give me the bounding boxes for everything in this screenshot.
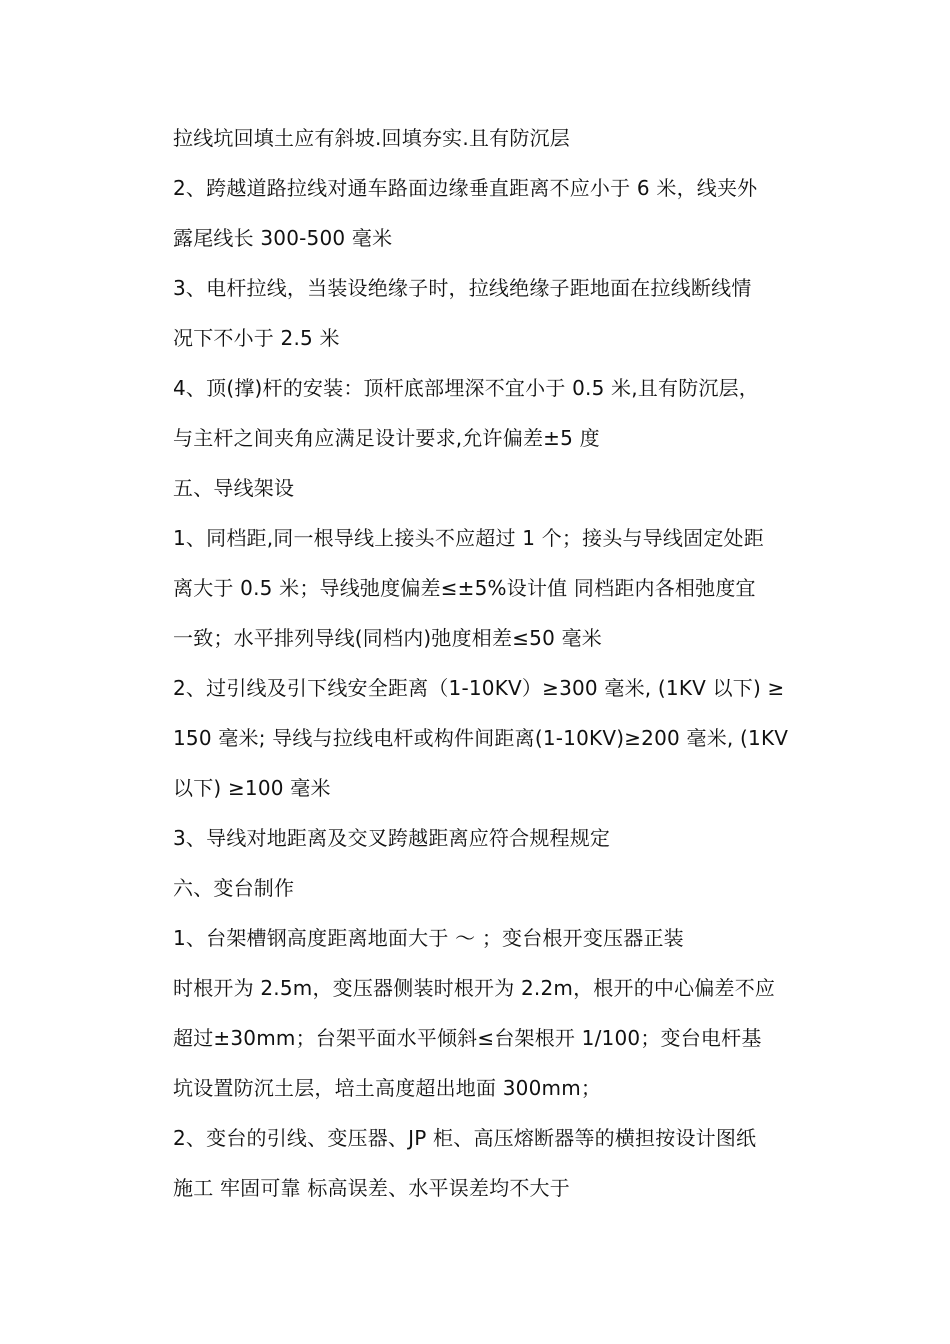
text-line: 1、同档距,同一根导线上接头不应超过 1 个；接头与导线固定处距 — [173, 526, 764, 550]
text-line: 与主杆之间夹角应满足设计要求,允许偏差±5 度 — [173, 426, 600, 450]
text-line: 施工 牢固可靠 标高误差、水平误差均不大于 — [173, 1176, 570, 1200]
text-line: 150 毫米; 导线与拉线电杆或构件间距离(1-10KV)≥200 毫米, (1KV — [173, 726, 789, 750]
section-heading: 五、导线架设 — [173, 476, 295, 500]
section-heading: 六、变台制作 — [173, 876, 295, 900]
text-line: 露尾线长 300-500 毫米 — [173, 226, 393, 250]
text-line: 3、导线对地距离及交叉跨越距离应符合规程规定 — [173, 826, 611, 850]
text-line: 2、跨越道路拉线对通车路面边缘垂直距离不应小于 6 米，线夹外 — [173, 176, 758, 200]
text-line: 2、变台的引线、变压器、JP 柜、高压熔断器等的横担按设计图纸 — [173, 1126, 757, 1150]
text-line: 2、过引线及引下线安全距离（1-10KV）≥300 毫米, (1KV 以下) ≥ — [173, 676, 785, 700]
text-line: 坑设置防沉土层，培土高度超出地面 300mm； — [173, 1076, 602, 1100]
text-line: 况下不小于 2.5 米 — [173, 326, 340, 350]
text-line: 超过±30mm；台架平面水平倾斜≤台架根开 1/100；变台电杆基 — [173, 1026, 762, 1050]
document-body — [173, 113, 813, 1213]
text-line: 以下) ≥100 毫米 — [173, 776, 331, 800]
text-line: 时根开为 2.5m，变压器侧装时根开为 2.2m，根开的中心偏差不应 — [173, 976, 776, 1000]
text-line: 3、电杆拉线，当装设绝缘子时，拉线绝缘子距地面在拉线断线情 — [173, 276, 752, 300]
text-line: 拉线坑回填土应有斜坡.回填夯实.且有防沉层 — [173, 126, 570, 150]
text-line: 离大于 0.5 米；导线弛度偏差≤±5%设计值 同档距内各相弛度宜 — [173, 576, 756, 600]
text-line: 一致；水平排列导线(同档内)弛度相差≤50 毫米 — [173, 626, 602, 650]
text-line: 4、顶(撑)杆的安装：顶杆底部埋深不宜小于 0.5 米,且有防沉层， — [173, 376, 760, 400]
text-line: 1、台架槽钢高度距离地面大于 ～ ；变台根开变压器正装 — [173, 926, 684, 950]
